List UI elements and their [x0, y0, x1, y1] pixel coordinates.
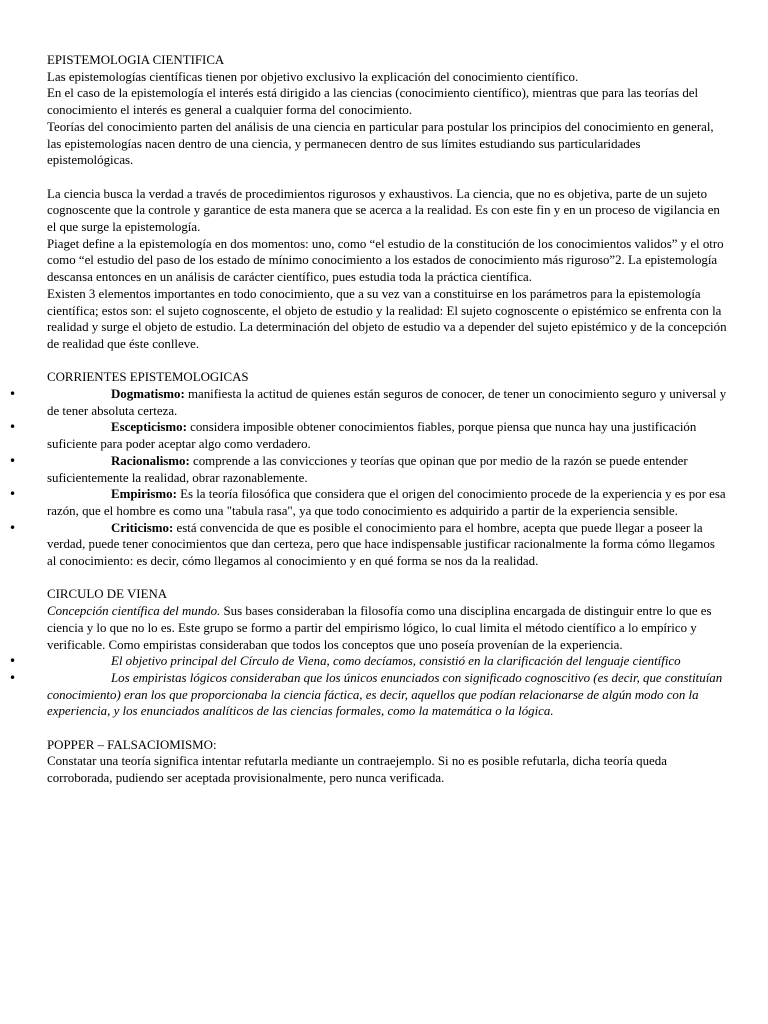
list-item	[9, 653, 727, 670]
bullet-icon: •	[9, 387, 17, 402]
paragraph: Las epistemologías científicas tienen por objetivo exclusivo la explicación del conocimiento científico.	[47, 69, 579, 84]
spacer	[47, 353, 727, 370]
heading-popper: POPPER – FALSACIOMISMO:	[47, 737, 217, 752]
heading-corrientes: CORRIENTES EPISTEMOLOGICAS	[47, 370, 249, 385]
bullet-icon: •	[9, 487, 17, 502]
bullet-icon: •	[9, 670, 17, 685]
paragraph: Constatar una teoría significa intentar refutarla mediante un contraejemplo. Si no es posible refutarla, dicha teoría queda corroborada, pudiendo ser aceptada provisionalmente, pero nunca verificada.	[47, 754, 667, 786]
definition: considera imposible obtener conocimientos fiables, porque piensa que nunca hay una justificación suficiente para poder aceptar algo como verdadero.	[47, 420, 697, 452]
list-item	[9, 453, 727, 486]
paragraph: La ciencia busca la verdad a través de procedimientos rigurosos y exhaustivos. La ciencia, que no es objetiva, parte de un sujeto cognoscente que la controle y garantice de esta manera que se acerca a la realidad. Es con este fin y en un proceso de vigilancia en el que surge la epistemología.	[47, 186, 720, 235]
list-item	[9, 670, 727, 720]
item-text: Los empiristas lógicos consideraban que los únicos enunciados con significado cognoscitivo (es decir, que constituían conocimiento) eran los que proporcionaba la ciencia fáctica, es decir, aquellos que podían relacionarse de algún modo con la experiencia, y los enunciados analíticos de las ciencias formales, como la matemática o la lógica.	[47, 670, 723, 719]
bullet-icon: •	[9, 453, 17, 468]
spacer	[47, 720, 727, 737]
list-item	[9, 486, 727, 519]
list-item	[9, 386, 727, 419]
paragraph	[47, 603, 727, 653]
bullet-icon: •	[9, 654, 17, 669]
definition: Es la teoría filosófica que considera que el origen del conocimiento procede de la experiencia y es por esa razón, que el hombre es como una "tabula rasa", ya que todo conocimiento es adquirido a partir de la experiencia sensible.	[47, 487, 726, 518]
paragraph: En el caso de la epistemología el interés está dirigido a las ciencias (conocimiento científico), mientras que para las teorías del conocimiento el interés es general a cualquier forma del conocimiento.	[47, 86, 699, 118]
heading-epistemologia: EPISTEMOLOGIA CIENTIFICA	[47, 53, 225, 67]
term: Dogmatismo:	[111, 387, 185, 402]
definition: comprende a las convicciones y teorías que opinan que por medio de la razón se puede entender suficientemente la realidad, obrar razonablemente.	[47, 453, 688, 485]
item-text: El objetivo principal del Círculo de Viena, como decíamos, consistió en la clarificación del lenguaje científico	[111, 654, 681, 669]
list-item	[9, 419, 727, 452]
heading-circulo: CIRCULO DE VIENA	[47, 587, 168, 602]
paragraph: Piaget define a la epistemología en dos momentos: uno, como “el estudio de la constitución de los conocimientos validos” y el otro como “el estudio del paso de los estado de mínimo conocimiento a los estados de conocimiento más riguroso”2. La epistemología descansa entonces en un análisis de carácter científico, pues estudia toda la práctica científica.	[47, 236, 724, 285]
bullet-icon: •	[9, 520, 17, 535]
document-body	[9, 52, 727, 787]
bullet-icon: •	[9, 420, 17, 435]
paragraph: Teorías del conocimiento parten del análisis de una ciencia en particular para postular los principios del conocimiento en general, las epistemologías nacen dentro de una ciencia, y permanecen dentro de sus límites estudiando sus particularidades epistemológicas.	[47, 119, 714, 168]
term: Racionalismo:	[111, 453, 190, 468]
intro-text: Sus bases consideraban la filosofía como una disciplina encargada de distinguir entre lo que es ciencia y lo que no lo es. Este grupo se formo a partir del empirismo lógico, lo cual limita el método científico a lo empírico y verificable. Como empiristas consideraban que todos los conceptos que uno poseía provenían de la experiencia.	[47, 604, 712, 652]
spacer	[47, 570, 727, 587]
term: Escepticismo:	[111, 420, 187, 435]
intro-italic: Concepción científica del mundo.	[47, 604, 221, 619]
definition: está convencida de que es posible el conocimiento para el hombre, acepta que puede llegar a poseer la verdad, puede tener conocimientos que dan certeza, pero que hace indispensable justificar racionalmente la forma cómo llegamos al conocimiento: es decir, cómo llegamos al conocimiento y en qué forma se nos da la realidad.	[47, 520, 715, 569]
term: Criticismo:	[111, 520, 174, 535]
spacer	[47, 169, 727, 186]
term: Empirismo:	[111, 487, 177, 502]
list-item	[9, 520, 727, 570]
definition: manifiesta la actitud de quienes están seguros de conocer, de tener un conocimiento seguro y universal y de tener absoluta certeza.	[47, 387, 727, 418]
paragraph: Existen 3 elementos importantes en todo conocimiento, que a su vez van a constituirse en los parámetros para la epistemología científica; estos son: el sujeto cognoscente, el objeto de estudio y la realidad: El sujeto cognoscente o epistémico se enfrenta con la realidad y surge el objeto de estudio. La determinación del objeto de estudio va a depender del sujeto epistémico y de la concepción de realidad que éste conlleve.	[47, 286, 727, 351]
